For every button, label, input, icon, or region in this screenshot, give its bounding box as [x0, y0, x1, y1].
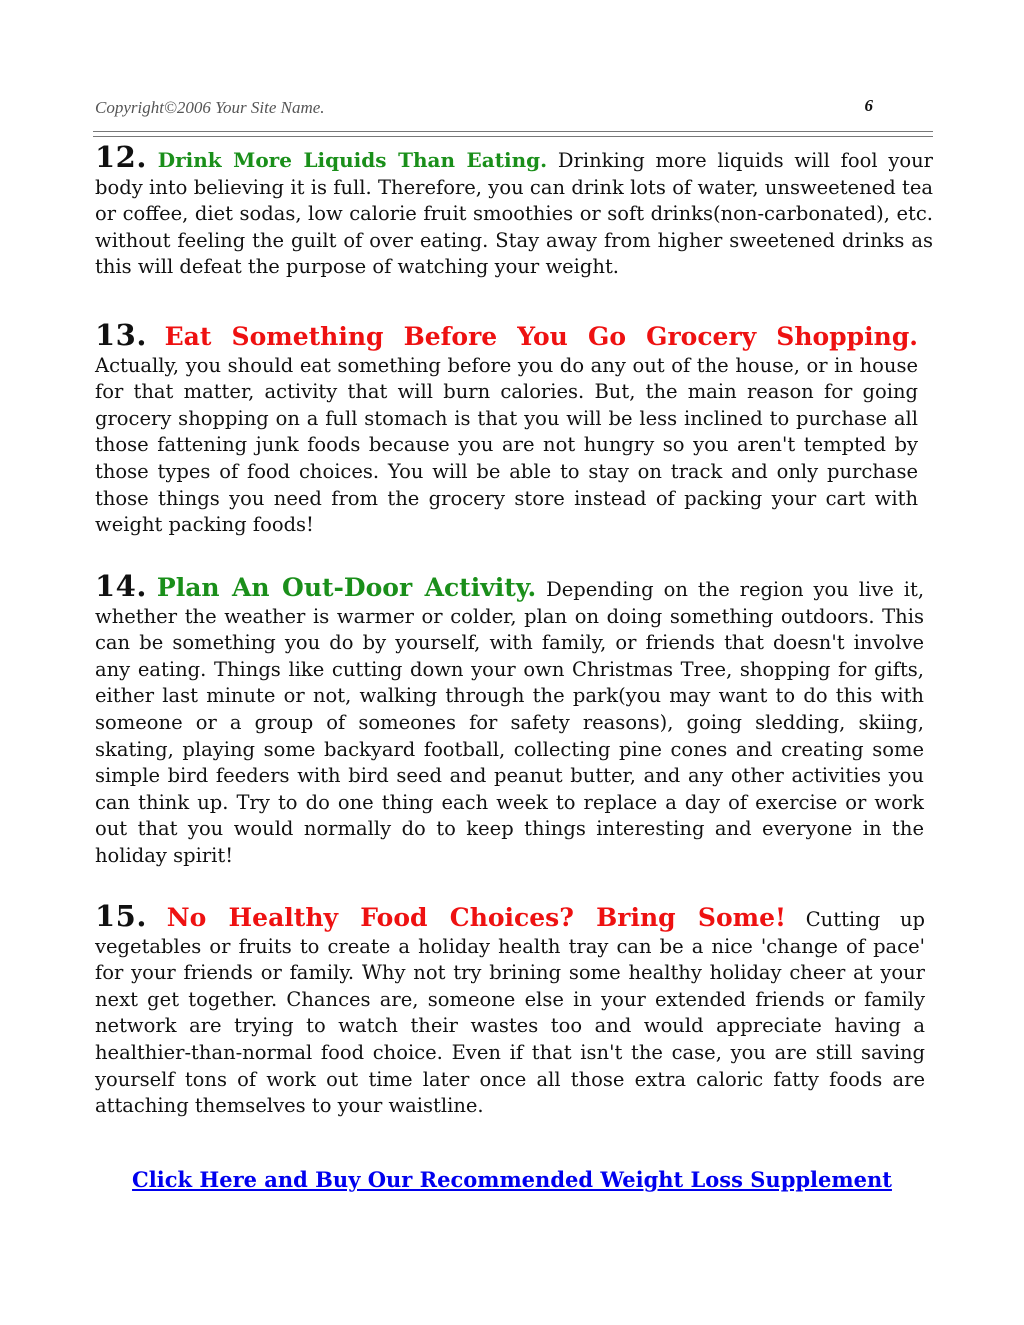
tip-body: Drinking more liquids will fool your body into believing it is full. Therefore, you can drink lots of water, unsweetened tea or coffee, diet sodas, low calorie fruit smoothies or soft drinks(non-carbonated), etc. without feeling the guilt of over eating. Stay away from higher sweetened drinks as this will defeat the purpose of watching your weight.: [95, 149, 933, 279]
tip-heading: Eat Something Before You Go Grocery Shopping.: [164, 322, 919, 351]
copyright-text: Copyright©2006 Your Site Name.: [95, 98, 325, 117]
tip-body: Cutting up vegetables or fruits to create a holiday health tray can be a nice 'change of pace' for your friends or family. Why not try brining some healthy holiday cheer at your next get together. Chances are, someone else in your extended friends or family network are trying to watch their wastes too and would appreciate having a healthier-than-normal food choice. Even if that isn't the case, you are still saving yourself tons of work out time later once all those extra caloric fatty foods are attaching themselves to your waistline.: [95, 908, 925, 1118]
page-number: 6: [864, 96, 873, 115]
tip-item-14: [95, 569, 925, 870]
tip-item-13: [95, 318, 919, 539]
tip-body: Depending on the region you live it, whether the weather is warmer or colder, plan on doing something outdoors. This can be something you do by yourself, with family, or friends that doesn't involve any eating. Things like cutting down your own Christmas Tree, shopping for gifts, either last minute or not, walking through the park(you may want to do this with someone or a group of someones for safety reasons), going sledding, skiing, skating, playing some backyard football, collecting pine cones and creating some simple bird feeders with bird seed and peanut butter, and any other activities you can think up. Try to do one thing each week to replace a day of exercise or work out that you would normally do to keep things interesting and everyone in the holiday spirit!: [95, 578, 925, 867]
tip-number: 13.: [95, 318, 147, 352]
tip-number: 15.: [95, 899, 147, 933]
tip-body: Actually, you should eat something before you do any out of the house, or in house for that matter, activity that will burn calories. But, the main reason for going grocery shopping on a full stomach is that you will be less inclined to purchase all those fattening junk foods because you are not hungry so you aren't tempted by those types of food choices. You will be able to stay on track and only purchase those things you need from the grocery store instead of packing your cart with weight packing foods!: [95, 353, 918, 537]
tip-heading: No Healthy Food Choices? Bring Some!: [166, 903, 786, 932]
tip-item-12: [95, 140, 933, 281]
tip-number: 14.: [95, 569, 147, 603]
header-divider: [93, 131, 933, 137]
page-header: [95, 96, 933, 120]
buy-supplement-link[interactable]: Click Here and Buy Our Recommended Weight Loss Supplement: [132, 1167, 892, 1192]
tip-item-15: [95, 899, 925, 1120]
tip-number: 12.: [95, 140, 147, 174]
tip-heading: Plan An Out-Door Activity.: [156, 573, 537, 602]
tip-heading: Drink More Liquids Than Eating.: [157, 148, 548, 172]
